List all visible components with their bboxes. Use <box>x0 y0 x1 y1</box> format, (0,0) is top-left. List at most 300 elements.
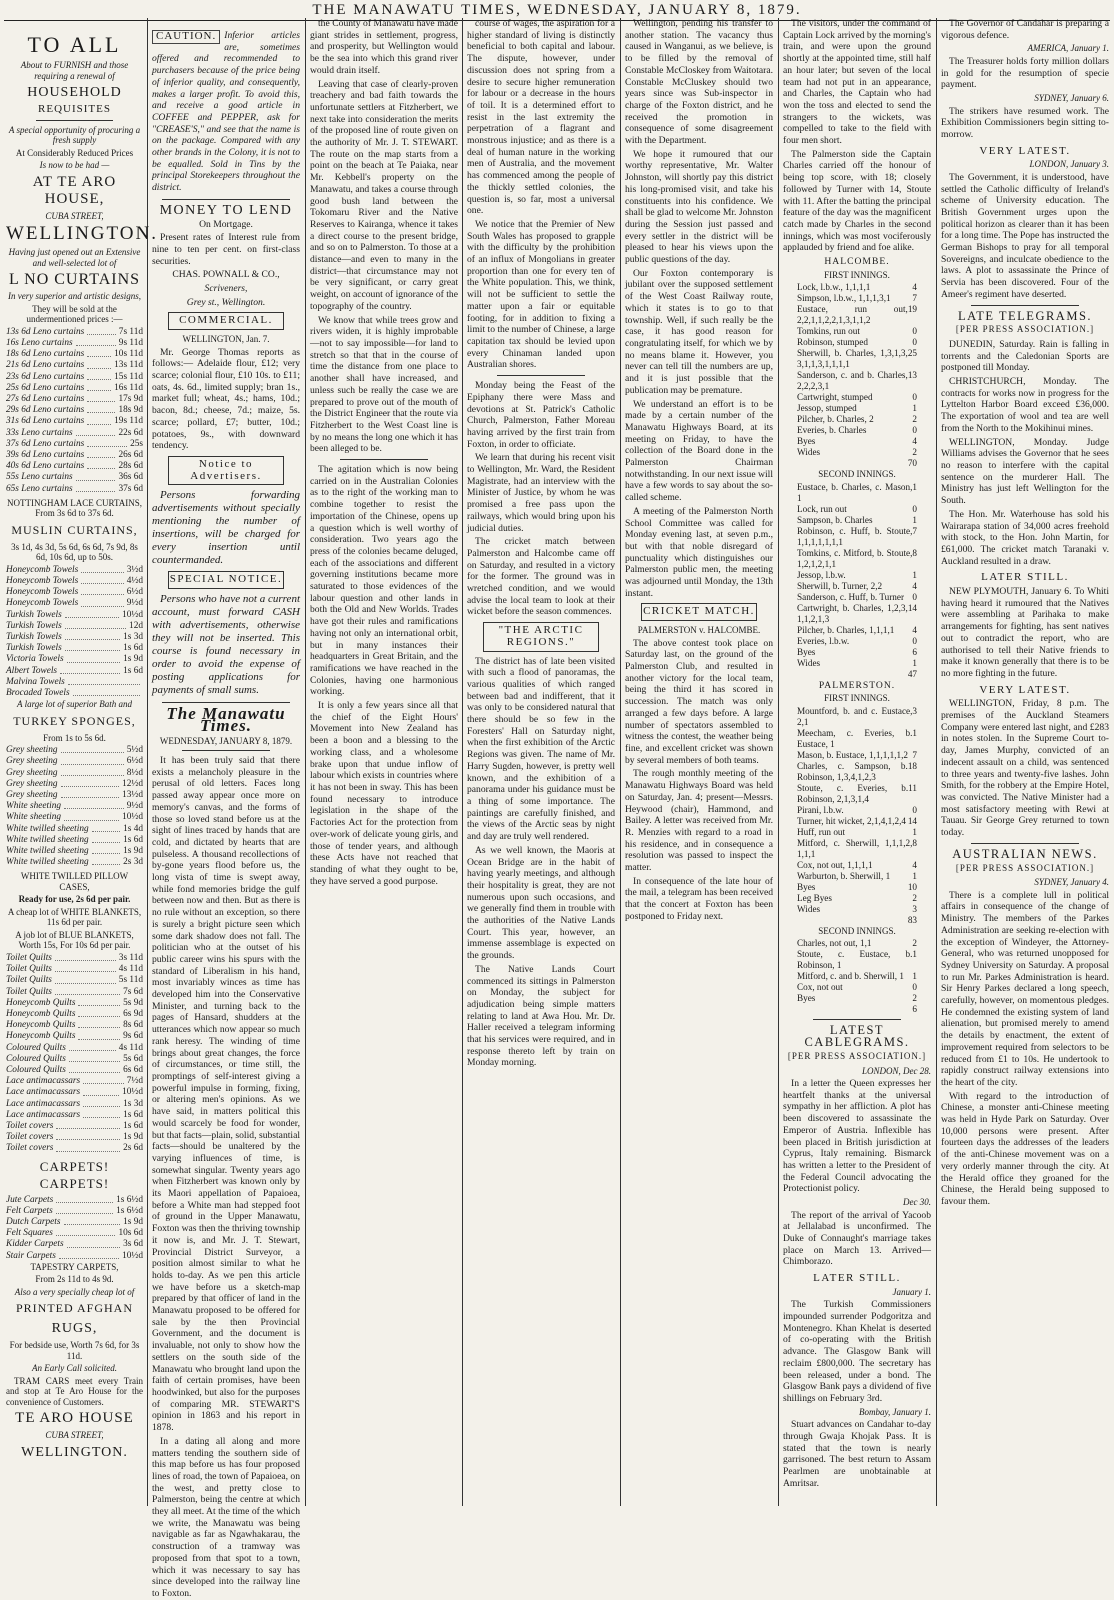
item-price: 7s 6d <box>123 986 143 997</box>
item-price: 1s 6d <box>123 834 143 845</box>
leader-dots <box>69 1065 120 1073</box>
ad-intro: About to FURNISH and those requiring a renewal of <box>20 60 129 81</box>
leader-dots <box>67 1239 121 1247</box>
runs: 8 <box>912 837 917 848</box>
news-item: We understand an effort is to be made by a certain number of the Manawatu Highways Board, at its meeting on Friday, to have the collection of the Board done in the Palmerston Chairman notwithstanding. In our next issue will have a few words to say about the so-called scheme. <box>625 398 773 504</box>
batsman-score-row <box>783 783 931 805</box>
batsman: Mountford, b. and c. Eustace, 2,1 <box>797 705 913 727</box>
item-name: 13s 6d Leno curtains <box>6 326 85 337</box>
leader-dots <box>78 1031 120 1039</box>
runs: 2 <box>912 993 917 1004</box>
price-row <box>6 621 143 632</box>
batsman-score-row <box>783 827 931 838</box>
ad-reduced: At Considerably Reduced Prices <box>15 147 134 158</box>
item-name: 55s Leno curtains <box>6 472 73 483</box>
price-row <box>6 598 143 609</box>
price-row <box>6 643 143 654</box>
runs: 0 <box>912 337 917 348</box>
leader-dots <box>65 610 119 618</box>
leader-dots <box>83 1099 120 1107</box>
batsman: Pilcher, b. Charles, 2 <box>797 414 874 425</box>
batsman-score-row <box>783 293 931 304</box>
batsman: Sanderson, c. Huff, b. Turner <box>797 591 905 602</box>
leader-dots <box>55 953 116 961</box>
item-price: 4s 11d <box>118 1042 143 1053</box>
batsman-score-row <box>783 403 931 414</box>
item-price: 10½d <box>122 609 143 620</box>
runs: 7 <box>912 525 917 536</box>
item-name: Malvina Towels <box>6 676 65 687</box>
ad-requisites: REQUISITES <box>38 103 111 115</box>
batsman: Byes <box>797 993 816 1004</box>
item-name: 27s 6d Leno curtains <box>6 393 85 404</box>
leader-dots <box>81 598 124 606</box>
column-6 <box>783 18 931 1506</box>
leader-dots <box>81 565 124 573</box>
item-name: Honeycomb Quilts <box>6 1008 76 1019</box>
price-row <box>6 349 143 360</box>
item-name: Toilet covers <box>6 1132 54 1143</box>
batsman: Charles, not out, 1,1 <box>797 938 872 949</box>
ad-footer-city: WELLINGTON. <box>21 1444 128 1460</box>
batsman-score-row <box>783 592 931 603</box>
commercial-heading: COMMERCIAL. <box>168 312 284 330</box>
batsman: Stoute, c. Eustace, b. Robinson, 1 <box>797 949 913 971</box>
price-row <box>6 745 143 756</box>
leader-dots <box>61 768 124 776</box>
curtain-price-list <box>6 327 143 495</box>
batsman: Turner, hit wicket, 2,1,4,1,2,4 <box>797 815 907 826</box>
leader-dots <box>87 416 111 424</box>
cricket-sub: PALMERSTON v. HALCOMBE. <box>637 625 761 636</box>
batsman-score-row <box>783 750 931 761</box>
item-price: 5s 6d <box>123 1053 143 1064</box>
halcombe-second-innings <box>783 482 931 680</box>
batsman: Jessop, stumped <box>797 403 857 414</box>
item-name: Felt Squares <box>6 1228 53 1239</box>
batsman-score-row <box>783 882 931 893</box>
ad-pillow: WHITE TWILLED PILLOW CASES, <box>20 871 129 892</box>
batsman: Robinson, c. Huff, b. Stoute, 1,1,1,1,1,1,1 <box>797 525 913 547</box>
runs: 19 <box>907 304 917 315</box>
leader-dots <box>55 987 120 995</box>
item-price: 1s 6d <box>123 665 143 676</box>
price-row <box>6 439 143 450</box>
item-name: Honeycomb Quilts <box>6 1031 76 1042</box>
price-row <box>6 1217 143 1228</box>
item-name: White twilled sheeting <box>6 834 89 845</box>
column-5 <box>625 18 773 1506</box>
money-role: Scriveners, <box>204 283 248 295</box>
runs: 0 <box>912 326 917 337</box>
item-name: 40s 6d Leno curtains <box>6 461 85 472</box>
item-price: 1s 6½d <box>116 1205 143 1216</box>
item-name: Jute Carpets <box>6 1194 54 1205</box>
item-price: 1s 9d <box>123 654 143 665</box>
arctic-regions-heading: "THE ARCTIC REGIONS." <box>483 622 599 651</box>
batsman: Cartwright, b. Charles, 1,2,3, 1,1,2,1,3 <box>797 602 908 624</box>
batsman: Warburton, b. Sherwill, 1 <box>797 870 891 881</box>
column-divider <box>936 18 937 1506</box>
leader-dots <box>87 450 115 458</box>
leader-dots <box>69 1054 120 1062</box>
price-row <box>6 565 143 576</box>
item-name: 25s 6d Leno curtains <box>6 382 85 393</box>
item-price: 9½d <box>126 598 143 609</box>
leader-dots <box>83 1087 119 1095</box>
runs: 14 <box>907 815 917 826</box>
item-price: 10½d <box>122 1250 143 1261</box>
runs: 2 <box>912 892 917 903</box>
leader-dots <box>56 1121 120 1129</box>
batsman-score-row <box>783 458 931 469</box>
item-name: Grey sheeting <box>6 745 58 756</box>
caution-text: Inferior articles are, sometimes offered and recommended to purchasers because of the price being of inferior quality, and consequently, makes a larger profit. To avoid this, and receive a good article in COFFEE and PEPPER, ask for "CREASE'S," and see that the name is on the package. Compared with any other brands in the Colony, it is not to be equalled. Sold in Tins by the principal Storekeepers throughout the district. <box>152 30 300 194</box>
runs: 4 <box>912 624 917 635</box>
batsman: Lock, run out <box>797 503 847 514</box>
item-price: 36s 6d <box>118 472 143 483</box>
item-price: 10½d <box>122 812 143 823</box>
item-name: Lace antimacassars <box>6 1087 81 1098</box>
sheeting-price-list <box>6 745 143 868</box>
price-row <box>6 835 143 846</box>
leader-dots <box>60 666 120 674</box>
later-still-heading: LATER STILL. <box>813 1272 901 1285</box>
leader-dots <box>64 801 124 809</box>
runs: 4 <box>912 282 917 293</box>
palmerston-second-innings <box>783 938 931 1015</box>
money-address: Grey st., Wellington. <box>186 296 266 308</box>
dateline: AMERICA, January 1. <box>1027 43 1109 54</box>
ad-tapestry: TAPESTRY CARPETS, <box>30 1261 119 1272</box>
runs: 6 <box>912 1004 917 1015</box>
ad-street: CUBA STREET, <box>45 210 104 221</box>
price-row <box>6 394 143 405</box>
very-latest-heading: VERY LATEST. <box>979 683 1071 696</box>
item-name: Felt Carpets <box>6 1205 53 1216</box>
item-price: 6½d <box>126 756 143 767</box>
item-price: 1s 6½d <box>116 1194 143 1205</box>
price-row <box>6 632 143 643</box>
telegram-text: WELLINGTON, Friday, 8 p.m. The premises of the Auckland Steamers Company were entered last night, and £283 in notes stolen. In the Supreme Court to-day, James Murphy, convicted of an indecent assault on a child, was sentenced to three years and twenty-five lashes. John Smith, for the robbery at the Empire Hotel, was convicted. The Native Minister had a most satisfactory meeting with Rewi at Tauau. Sir George Grey returned to town today. <box>941 698 1109 839</box>
batsman-score-row <box>783 392 931 403</box>
item-price: 10½d <box>122 1087 143 1098</box>
cablegrams-heading: LATEST CABLEGRAMS. <box>804 1023 910 1050</box>
column-7 <box>941 18 1109 1506</box>
item-price: 4s 11d <box>118 964 143 975</box>
runs: 70 <box>907 458 917 469</box>
batsman: Byes <box>797 436 816 447</box>
item-price: 5½d <box>126 745 143 756</box>
leader-dots <box>83 1076 124 1084</box>
batsman-score-row <box>783 728 931 750</box>
item-name: Victoria Towels <box>6 654 64 665</box>
te-aro-house-advertisement <box>6 30 158 1518</box>
leader-dots <box>59 1251 119 1259</box>
price-row <box>6 405 143 416</box>
item-price: 7s 11d <box>118 326 143 337</box>
innings-label: SECOND INNINGS. <box>818 469 896 480</box>
masthead: THE MANAWATU TIMES, WEDNESDAY, JANUARY 8, 1879. <box>312 2 802 18</box>
ad-rugs-price: For bedside use, Worth 7s 6d, for 3s 11d. <box>9 1340 140 1361</box>
batsman-score-row <box>783 482 931 504</box>
item-name: 18s 6d Leno curtains <box>6 349 85 360</box>
ad-footer-store: TE ARO HOUSE <box>15 1410 134 1427</box>
leader-article: It has been truly said that there exists a melancholy pleasure in the perusal of old letters. Faces long passed away appear once more on memory's canvas, and the forms of those so loved stand before us at the sight of lines traced by hands that are cold, and dictated by hearts that are pulseless. A thousand recollections of by-gone years flood before us, the long vista of time is swept away, while fond memories bridge the gulf between now and then. But as there is no rule without an exception, so there is surely a bright picture seen which some dark shadow does not fall. The politician who at the outset of his public career wins his spurs with the standard of Liberalism in his hand, most invariably winces as time has developed him into the Conservative Minister, and turning back to the pages of Hansard, shudders at the utterances which now appear so much rank heresy. The winding of time brings about great changes, the force of circumstances, or time still, the promptings of self-interest giving a powerful impulse in forming, fixing, or altering men's opinions. As we have said, in matters political this would scarcely be food for wonder, but that facts—plain, solid, substantial facts—should be unaltered by the varying influences of time, is somewhat singular. Twenty years ago when Fitzherbert was known only by its Maori appellation of Papaioea, before a White man had stepped foot of ground in the Upper Manawatu, Foxton was then the thriving township it now is, and Mr. J. T. Stewart, Provincial District Surveyor, a position almost similar to what he holds to-day. As we pen this article we have before us a sketch-map prepared by that officer of land in the Manawatu proposed to be offered for sale by the then Provincial Government, and the document is invaluable, not only to show how the settlers on the south side of the Manawatu who brought land upon the faith of certain promises, have been hoodwinked, but also for the purposes of comparing MR. STEWART'S opinion in 1863 and his report in 1878. <box>152 755 300 1434</box>
runs: 47 <box>907 668 917 679</box>
item-name: White sheeting <box>6 801 61 812</box>
telegram-text: The Hon. Mr. Waterhouse has sold his Wairarapa station of 34,000 acres freehold with stock, to the Hon. John Martin, for £61,000. The cricket match Taranaki v. Auckland resulted in a draw. <box>941 508 1109 567</box>
price-row <box>6 450 143 461</box>
halcombe-heading: HALCOMBE. <box>824 256 890 268</box>
item-name: Honeycomb Quilts <box>6 997 76 1008</box>
ad-tram: TRAM CARS meet every Train and stop at Te Aro House for the convenience of Customers. <box>6 1375 143 1407</box>
cricket-match-heading: CRICKET MATCH. <box>641 603 757 621</box>
price-row <box>6 1228 143 1239</box>
item-name: Lace antimacassars <box>6 1109 81 1120</box>
dateline: LONDON, Dec 28. <box>862 1065 931 1076</box>
money-sub: On Mortgage. <box>199 218 253 230</box>
runs: 7 <box>912 293 917 304</box>
batsman-score-row <box>783 570 931 581</box>
batsman-score-row <box>783 805 931 816</box>
batsman: Lock, l.b.w., 1,1,1,1 <box>797 282 871 293</box>
leader-dots <box>92 857 120 865</box>
runs: 1 <box>912 481 917 492</box>
telegram-text: There is a complete lull in political affairs in consequence of the change of Ministry. The members of the Parkes Administration are seeking re-election with the exception of Windeyer, the Attorney-General, who was returned unopposed for Sydney University on Saturday. A proposal to run Mr. Parkes Administration is heard. Sir Henry Parkes declared a long speech, carefully, however, on momentous pledges. He condemned the existing system of land alienation, but promised merely to amend the details by enactment, the extent of improvement required from selectors to be reduced from £1 to 10s. He undertook to rapidly construct railway extensions into the heart of the city. <box>941 889 1109 1088</box>
ad-tapestry-price: From 2s 11d to 4s 9d. <box>35 1274 114 1285</box>
cablegrams-sub: [PER PRESS ASSOCIATION.] <box>787 1050 927 1061</box>
leader-dots <box>87 405 115 413</box>
batsman: Cox, not out <box>797 982 843 993</box>
price-row <box>6 953 143 964</box>
item-name: Toilet covers <box>6 1143 54 1154</box>
item-price: 19s 11d <box>114 416 143 427</box>
item-price: 8½d <box>126 767 143 778</box>
item-price: 13½d <box>122 790 143 800</box>
leader-dots <box>76 338 116 346</box>
item-name: Toilet Quilts <box>6 975 52 986</box>
item-name: Dutch Carpets <box>6 1216 61 1227</box>
item-price: 2s 3d <box>123 857 143 868</box>
divider <box>36 120 113 121</box>
news-item: Monday being the Feast of the Epiphany there were Mass and devotions at St. Patrick's Catholic Church, Palmerston, Father Moreau having arrived by the first train from Foxton, in order to officiate. <box>467 380 615 450</box>
special-notice-heading: SPECIAL NOTICE. <box>168 571 284 589</box>
innings-label: FIRST INNINGS. <box>824 693 890 704</box>
item-name: Turkish Towels <box>6 643 62 654</box>
news-item: A meeting of the Palmerston North School Committee was called for Monday evening last, at seven p.m., but with that noble disregard of punctuality which distinguishes our Palmerston public men, the meeting was adjourned until Monday, the 13th instant. <box>625 505 773 599</box>
australian-news-heading: AUSTRALIAN NEWS. <box>952 846 1098 861</box>
ad-opened: Having just opened out an Extensive and well-selected lot of <box>8 247 141 268</box>
runs: 2 <box>912 447 917 458</box>
batsman: Byes <box>797 646 816 657</box>
later-still-heading: LATER STILL. <box>981 571 1069 584</box>
ad-store-name: AT TE ARO HOUSE, <box>32 173 117 207</box>
leader-dots <box>67 654 121 662</box>
item-name: Honeycomb Towels <box>6 564 79 575</box>
item-name: Turkish Towels <box>6 609 62 620</box>
ad-nottingham: NOTTINGHAM LACE CURTAINS, From 3s 6d to 37s 6d. <box>7 497 142 519</box>
runs: 1 <box>912 870 917 881</box>
telegram-text: DUNEDIN, Saturday. Rain is falling in torrents and the Caledonian Sports are postponed till Monday. <box>941 338 1109 374</box>
batsman-score-row <box>783 971 931 982</box>
item-name: Honeycomb Towels <box>6 587 79 598</box>
leader-dots <box>81 587 124 595</box>
price-row <box>6 666 143 677</box>
leader-dots <box>76 472 116 480</box>
price-row <box>6 610 143 621</box>
batsman-score-row <box>783 414 931 425</box>
item-price: 4½d <box>126 575 143 586</box>
batsman-score-row <box>783 904 931 915</box>
cable-text: The report of the arrival of Yacoob at Jellalabad is unconfirmed. The Duke of Connaught's marriage takes place on March 13. Arrived—Chimborazo. <box>783 1209 931 1268</box>
item-name: White twilled sheeting <box>6 846 89 857</box>
telegram-text: The Governor of Candahar is preparing a vigorous defence. <box>941 18 1109 41</box>
batsman-score-row <box>783 304 931 326</box>
leader-dots <box>87 439 127 447</box>
innings-label: FIRST INNINGS. <box>824 269 890 280</box>
price-row <box>6 677 143 688</box>
batsman-score-row <box>783 871 931 882</box>
item-name: Toilet Quilts <box>6 986 52 997</box>
special-notice-text: Persons who have not a current account, must forward CASH with advertisements, otherwise they will not be inserted. This course is found necessary in order to avoid the expense of posting applications for payments of small sums. <box>152 593 300 697</box>
ad-blankets: A cheap lot of WHITE BLANKETS, 11s 6d per pair. <box>7 906 142 928</box>
runs: 4 <box>912 859 917 870</box>
item-price: 1s 3d <box>123 631 143 642</box>
runs: 0 <box>912 392 917 403</box>
article-text: Leaving that case of clearly-proven treachery and bad faith towards the unfortunate settlers at Fitzherbert, we next take into consideration the merits of the proposed line of route given on the authority of Mr. J. T. STEWART. The route on the map starts from a point on the beach at Te Paiaka, near Mr. Kebbell's property on the Manawatu, and takes a course through good bush land between the Tokomaru River and the Native Reserves to Kairanga, whence it takes a direct course to the present bridge, and so on to Palmerston. To those at a distance—and even to many in the district—that circumstance may not be very significant, or carry great weight, on account of ignorance of the topography of the country. <box>310 78 458 312</box>
carpet-price-list <box>6 1195 143 1262</box>
towel-price-list <box>6 565 143 699</box>
price-row <box>6 688 143 699</box>
column-divider <box>462 18 463 1506</box>
ad-headline: TO ALL <box>27 32 122 57</box>
price-row <box>6 383 143 394</box>
paper-title: The Manawatu Times. <box>166 704 286 735</box>
telegram-text: NEW PLYMOUTH, January 6. To Whiti having heard it rumoured that the Natives were assembling at Parihaka to make arrangements for fighting, has sent natives out to contradict the report, who are authorised to tell their Native friends to make it known generally that there is to be no more fighting in the future. <box>941 586 1109 679</box>
item-price: 1s 6d <box>123 643 143 654</box>
batsman: Sanderson, c. and b. Charles, 2,2,2,3,1 <box>797 370 908 392</box>
item-price: 25s <box>130 438 143 449</box>
price-row <box>6 1065 143 1076</box>
item-name: Coloured Quilts <box>6 1042 66 1053</box>
price-row <box>6 1132 143 1143</box>
leader-dots <box>83 1110 120 1118</box>
batsman: Everies, l.b.w. <box>797 635 850 646</box>
leader-dots <box>56 1206 113 1214</box>
item-name: 33s Leno curtains <box>6 427 73 438</box>
divider <box>162 199 290 200</box>
item-price: 1s 9d <box>123 846 143 857</box>
caution-label: CAUTION. <box>152 30 220 44</box>
item-price: 9s 11d <box>118 337 143 348</box>
item-name: Toilet covers <box>6 1120 54 1131</box>
item-price: 2s 6d <box>123 1143 143 1154</box>
price-row <box>6 1099 143 1110</box>
paper-date: WEDNESDAY, JANUARY 8, 1879. <box>159 735 293 746</box>
price-row <box>6 801 143 812</box>
item-price: 26s 6d <box>118 449 143 460</box>
price-row <box>6 428 143 439</box>
price-row <box>6 790 143 801</box>
batsman-score-row <box>783 669 931 680</box>
batsman: Leg Byes <box>797 892 832 903</box>
runs: 4 <box>912 580 917 591</box>
cricket-continued: The visitors, under the command of Captain Lock arrived by the morning's train, and were upon the ground shortly at the appointed time, still half an hour later; but seven of the local team had not put in an appearance, and Charles, the Captain who had won the toss and elected to send the strangers to the wickets, was compelled to take to the field with four men short. <box>783 18 931 147</box>
leader-dots <box>61 756 124 764</box>
batsman-score-row <box>783 348 931 370</box>
batsman-score-row <box>783 658 931 669</box>
runs: 0 <box>912 503 917 514</box>
price-row <box>6 1087 143 1098</box>
batsman: Sampson, b. Charles <box>797 514 873 525</box>
item-price: 5s 9d <box>123 997 143 1008</box>
item-name: Grey sheeting <box>6 778 58 789</box>
batsman-score-row <box>783 370 931 392</box>
leader-dots <box>92 835 120 843</box>
news-item: We hope it rumoured that our worthy representative, Mr. Walter Johnston, will shortly pay this district his long-promised visit, and take his constituents into his confidence. We shall be glad to welcome Mr. Johnston during the Session just passed and every settler in the district will be pleased to hear his views upon the public questions of the day. <box>625 148 773 266</box>
item-name: Brocaded Towels <box>6 687 70 698</box>
ad-sponges: TURKEY SPONGES, <box>13 713 136 728</box>
item-price: 12d <box>129 620 143 631</box>
batsman: Wides <box>797 657 821 668</box>
ad-carpets: CARPETS! CARPETS! <box>39 1158 110 1191</box>
batsman: Charles, c. Sampson, b. Robinson, 1,3,4,1,2,3 <box>797 760 908 782</box>
ad-sponge-price: From 1s to 5s 6d. <box>43 732 106 743</box>
dateline: SYDNEY, January 4. <box>1034 877 1109 888</box>
price-row <box>6 416 143 427</box>
telegram-text: WELLINGTON, Monday. Judge Williams advises the Governor that he sees no reason to interfere with the capital sentence on the murderer Hall. The Ministry has just left Wellington for the South. <box>941 436 1109 507</box>
price-row <box>6 484 143 495</box>
item-name: 29s 6d Leno curtains <box>6 405 85 416</box>
batsman-score-row <box>783 447 931 458</box>
batsman-score-row <box>783 893 931 904</box>
dateline: LONDON, January 3. <box>1029 159 1109 170</box>
item-name: Toilet Quilts <box>6 964 52 975</box>
item-price: 12½d <box>122 778 143 789</box>
item-name: Toilet Quilts <box>6 952 52 963</box>
news-item: Our Foxton contemporary is jubilant over the supposed settlement of the West Coast Railway route, which it states is to go to that township. Well, if such really be the case, it has good reason for congratulating itself, for which we by no means blame it. However, you never can tell till the numbers are up, and it is just possible that the publication may be premature. <box>625 267 773 396</box>
item-price: 1s 6d <box>123 1120 143 1131</box>
article-text: It is only a few years since all that the chief of the Eight Hours' Movement into New Zealand has been a boon and a blessing to the working class, and a wholesome brake upon that undue inflow of labour which exists in countries where it has not been in sway. This has been found necessary to introduce legislation in the shape of the Factories Act for the protection from over-work of delicate young girls, and those of tender years, and although these Acts have not reached that standing of what they ought to be, they have served a good purpose. <box>310 700 458 887</box>
runs: 14 <box>907 602 917 613</box>
palmerston-heading: PALMERSTON. <box>818 679 896 691</box>
column-3 <box>310 18 458 1506</box>
cable-text: In a letter the Queen expresses her heartfelt thanks at the universal sympathy in her affliction. A plot has been discovered to assassinate the Emperor of Austria. Inflexible has been placed in British jurisdiction at Cyprus, Italy remaining. Bismarck has written a letter to the President of the Federal Council advocating the Protectionist policy. <box>783 1078 931 1195</box>
ad-now: Is now to be had — <box>39 160 110 171</box>
australian-news-sub: [PER PRESS ASSOCIATION.] <box>955 862 1095 873</box>
batsman: Stoute, c. Everies, b. Robinson, 2,1,3,1,4 <box>797 782 909 804</box>
notice-text: Persons forwarding advertisements without specially mentioning the number of insertions, will be charged for every insertion until countermanded. <box>152 489 300 567</box>
runs: 7 <box>912 749 917 760</box>
ad-rugs: RUGS, <box>51 1321 98 1337</box>
batsman: Jessop, l.b.w. <box>797 569 846 580</box>
leader-dots <box>65 621 126 629</box>
batsman-score-row <box>783 647 931 658</box>
batsman-score-row <box>783 1004 931 1015</box>
divider <box>340 459 428 460</box>
ad-muslin: MUSLIN CURTAINS, <box>11 522 138 537</box>
item-name: White twilled sheeting <box>6 857 89 868</box>
batsman-score-row <box>783 636 931 647</box>
runs: 83 <box>907 914 917 925</box>
batsman-score-row <box>783 425 931 436</box>
item-name: 23s 6d Leno curtains <box>6 371 85 382</box>
item-name: Turkish Towels <box>6 631 62 642</box>
ad-printed: Also a very specially cheap lot of <box>14 1286 135 1297</box>
runs: 1 <box>912 949 917 960</box>
runs: 1 <box>912 971 917 982</box>
